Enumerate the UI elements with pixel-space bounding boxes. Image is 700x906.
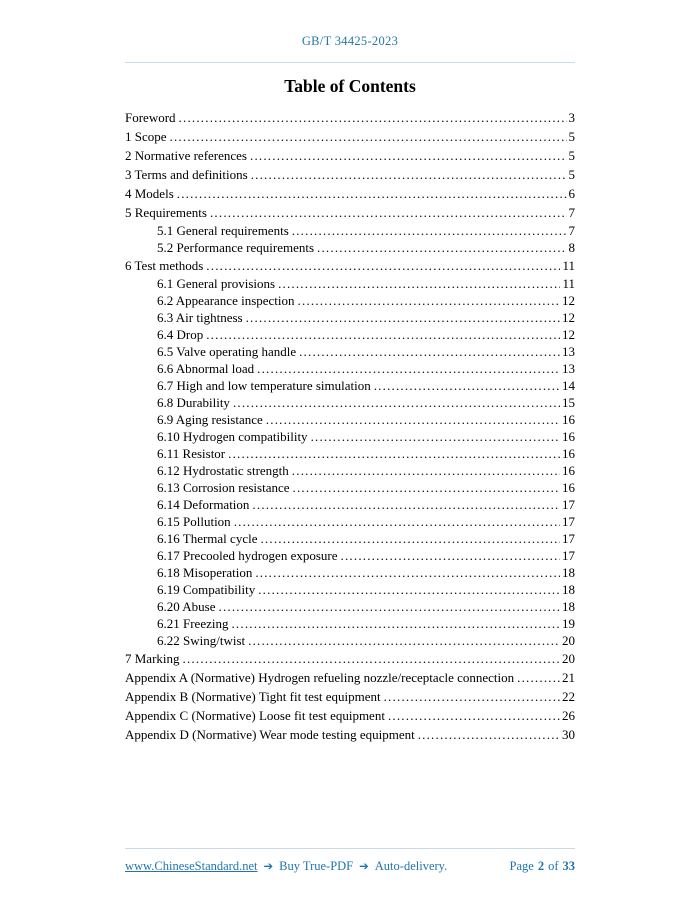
toc-entry-page: 17 xyxy=(562,548,575,563)
toc-entry-page: 7 xyxy=(568,205,575,220)
toc-entry-label: 6.16 Thermal cycle xyxy=(157,531,258,546)
toc-entry xyxy=(125,428,575,445)
dot-leader xyxy=(384,690,560,703)
toc-entry-page: 18 xyxy=(562,582,575,597)
toc-entry-page: 7 xyxy=(568,223,575,238)
footer-row xyxy=(125,859,575,874)
toc-entry-page: 12 xyxy=(562,310,575,325)
page-indicator xyxy=(510,859,575,874)
arrow-icon: ➔ xyxy=(359,859,369,873)
toc-entry-page: 19 xyxy=(562,616,575,631)
dot-leader xyxy=(206,259,560,272)
dot-leader xyxy=(250,149,567,162)
toc-entry-label: 6.20 Abuse xyxy=(157,599,216,614)
dot-leader xyxy=(233,396,560,409)
toc-entry xyxy=(125,564,575,581)
toc-entry-page: 11 xyxy=(562,276,575,291)
dot-leader xyxy=(219,600,561,613)
toc-entry-page: 16 xyxy=(562,446,575,461)
toc-entry-label: Appendix B (Normative) Tight fit test equipment xyxy=(125,689,381,704)
toc-entry-label: 6.17 Precooled hydrogen exposure xyxy=(157,548,338,563)
toc-entry-page: 16 xyxy=(562,463,575,478)
page-footer xyxy=(125,848,575,874)
dot-leader xyxy=(210,206,567,219)
toc-entry-page: 20 xyxy=(562,651,575,666)
toc-entry-label: 6.5 Valve operating handle xyxy=(157,344,297,359)
toc-entry-page: 12 xyxy=(562,327,575,342)
toc-entry-label: Foreword xyxy=(125,110,176,125)
dot-leader xyxy=(246,311,560,324)
dot-leader xyxy=(292,464,560,477)
toc-entry-label: 6.11 Resistor xyxy=(157,446,226,461)
toc-entry-label: 6.1 General provisions xyxy=(157,276,276,291)
dot-leader xyxy=(266,413,560,426)
toc-entry-page: 22 xyxy=(562,689,575,704)
toc-entry-label: Appendix C (Normative) Loose fit test equipment xyxy=(125,708,385,723)
dot-leader xyxy=(206,328,560,341)
toc-entry-label: 6.6 Abnormal load xyxy=(157,361,255,376)
toc-entry xyxy=(125,513,575,530)
toc-entry xyxy=(125,411,575,428)
toc-entry-label: 6.8 Durability xyxy=(157,395,230,410)
toc-entry xyxy=(125,706,575,725)
document-number: GB/T 34425-2023 xyxy=(301,34,399,48)
toc-entry xyxy=(125,165,575,184)
toc-entry-label: 6 Test methods xyxy=(125,258,204,273)
toc-entry xyxy=(125,377,575,394)
toc-entry-page: 11 xyxy=(562,258,575,273)
toc-entry-label: Appendix D (Normative) Wear mode testing equipment xyxy=(125,727,415,742)
toc-entry-label: Appendix A (Normative) Hydrogen refueling nozzle/receptacle connection xyxy=(125,670,515,685)
toc-entry xyxy=(125,462,575,479)
toc-entry-label: 2 Normative references xyxy=(125,148,247,163)
toc-entry xyxy=(125,445,575,462)
table-of-contents xyxy=(125,108,575,744)
website-link[interactable]: www.ChineseStandard.net xyxy=(125,859,258,873)
toc-entry xyxy=(125,184,575,203)
dot-leader xyxy=(341,549,560,562)
dot-leader xyxy=(228,447,560,460)
toc-entry-page: 20 xyxy=(562,633,575,648)
toc-entry-page: 14 xyxy=(562,378,575,393)
dot-leader xyxy=(255,566,560,579)
toc-entry xyxy=(125,127,575,146)
total-pages-number: 33 xyxy=(562,859,575,873)
toc-entry-page: 30 xyxy=(562,727,575,742)
toc-entry-label: 6.10 Hydrogen compatibility xyxy=(157,429,308,444)
dot-leader xyxy=(258,583,560,596)
toc-entry-label: 6.4 Drop xyxy=(157,327,204,342)
dot-leader xyxy=(374,379,560,392)
toc-entry-page: 8 xyxy=(568,240,575,255)
footer-divider xyxy=(125,848,575,849)
dot-leader xyxy=(292,224,567,237)
arrow-icon: ➔ xyxy=(263,859,274,873)
toc-entry-page: 3 xyxy=(568,110,575,125)
toc-entry-label: 5.2 Performance requirements xyxy=(157,240,315,255)
toc-entry-label: 6.7 High and low temperature simulation xyxy=(157,378,371,393)
toc-entry xyxy=(125,203,575,222)
dot-leader xyxy=(317,241,566,254)
dot-leader xyxy=(248,634,560,647)
of-label: of xyxy=(548,859,559,873)
dot-leader xyxy=(388,709,560,722)
toc-entry xyxy=(125,649,575,668)
dot-leader xyxy=(179,111,567,124)
toc-entry-page: 17 xyxy=(562,497,575,512)
toc-entry-label: 6.3 Air tightness xyxy=(157,310,243,325)
toc-entry xyxy=(125,394,575,411)
dot-leader xyxy=(257,362,560,375)
toc-entry xyxy=(125,146,575,165)
toc-entry xyxy=(125,256,575,275)
toc-entry-page: 12 xyxy=(562,293,575,308)
toc-entry-label: 7 Marking xyxy=(125,651,180,666)
dot-leader xyxy=(183,652,560,665)
dot-leader xyxy=(298,294,560,307)
toc-entry xyxy=(125,479,575,496)
toc-entry-page: 16 xyxy=(562,412,575,427)
footer-left xyxy=(125,859,447,874)
toc-entry xyxy=(125,598,575,615)
toc-entry xyxy=(125,687,575,706)
dot-leader xyxy=(260,532,560,545)
toc-entry xyxy=(125,275,575,292)
page-title: Table of Contents xyxy=(284,76,416,96)
dot-leader xyxy=(234,515,560,528)
dot-leader xyxy=(170,130,567,143)
toc-entry-label: 3 Terms and definitions xyxy=(125,167,248,182)
buy-pdf-label: Buy True-PDF xyxy=(279,859,354,873)
toc-entry-page: 17 xyxy=(562,531,575,546)
dot-leader xyxy=(251,168,567,181)
page-label: Page xyxy=(509,859,534,873)
toc-entry-label: 6.9 Aging resistance xyxy=(157,412,263,427)
toc-entry-page: 13 xyxy=(562,344,575,359)
toc-entry-page: 5 xyxy=(568,148,575,163)
toc-entry xyxy=(125,496,575,513)
toc-entry-page: 18 xyxy=(562,599,575,614)
toc-entry-page: 5 xyxy=(568,167,575,182)
auto-delivery-label: Auto-delivery. xyxy=(374,859,448,873)
toc-entry-label: 5.1 General requirements xyxy=(157,223,289,238)
current-page-number: 2 xyxy=(537,859,545,873)
toc-entry-label: 6.21 Freezing xyxy=(157,616,229,631)
dot-leader xyxy=(278,277,560,290)
toc-entry xyxy=(125,725,575,744)
toc-entry xyxy=(125,343,575,360)
dot-leader xyxy=(311,430,560,443)
dot-leader xyxy=(293,481,560,494)
toc-entry-label: 4 Models xyxy=(125,186,174,201)
toc-entry-label: 6.19 Compatibility xyxy=(157,582,256,597)
toc-entry-label: 6.15 Pollution xyxy=(157,514,231,529)
dot-leader xyxy=(418,728,560,741)
toc-entry-page: 6 xyxy=(568,186,575,201)
toc-entry xyxy=(125,222,575,239)
dot-leader xyxy=(517,671,560,684)
dot-leader xyxy=(231,617,560,630)
toc-entry-page: 26 xyxy=(562,708,575,723)
dot-leader xyxy=(299,345,560,358)
toc-entry-label: 6.18 Misoperation xyxy=(157,565,253,580)
dot-leader xyxy=(252,498,560,511)
toc-entry xyxy=(125,309,575,326)
toc-entry xyxy=(125,547,575,564)
toc-entry xyxy=(125,668,575,687)
toc-entry-label: 1 Scope xyxy=(125,129,167,144)
toc-entry-page: 17 xyxy=(562,514,575,529)
toc-entry xyxy=(125,292,575,309)
toc-entry-page: 5 xyxy=(568,129,575,144)
toc-entry xyxy=(125,108,575,127)
toc-entry-label: 6.12 Hydrostatic strength xyxy=(157,463,289,478)
toc-entry-label: 6.2 Appearance inspection xyxy=(157,293,295,308)
toc-entry-page: 13 xyxy=(562,361,575,376)
toc-entry-page: 16 xyxy=(562,429,575,444)
toc-entry xyxy=(125,530,575,547)
dot-leader xyxy=(177,187,567,200)
toc-entry-page: 15 xyxy=(562,395,575,410)
toc-entry-label: 6.22 Swing/twist xyxy=(157,633,246,648)
header-divider xyxy=(125,62,575,63)
toc-entry xyxy=(125,360,575,377)
toc-entry xyxy=(125,581,575,598)
toc-entry-page: 16 xyxy=(562,480,575,495)
toc-entry-page: 18 xyxy=(562,565,575,580)
toc-entry xyxy=(125,239,575,256)
toc-entry xyxy=(125,326,575,343)
toc-entry-label: 5 Requirements xyxy=(125,205,207,220)
toc-entry-label: 6.14 Deformation xyxy=(157,497,250,512)
toc-entry xyxy=(125,615,575,632)
toc-entry xyxy=(125,632,575,649)
toc-entry-label: 6.13 Corrosion resistance xyxy=(157,480,290,495)
toc-entry-page: 21 xyxy=(562,670,575,685)
